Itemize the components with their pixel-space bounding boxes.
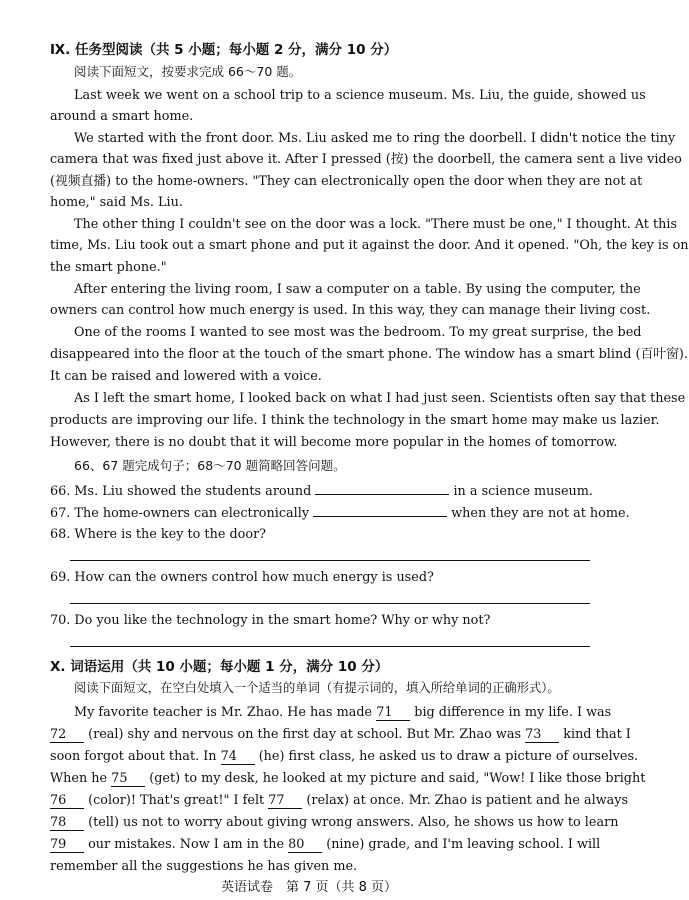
cloze-line — [74, 705, 612, 721]
cloze-text: (he) first class, he asked us to draw a picture of ourselves. — [258, 749, 639, 764]
question-66-tail: in a science museum. — [453, 484, 593, 499]
task-note: 66、67 题完成句子；68～70 题简略回答问题。 — [74, 458, 346, 473]
blank-75[interactable]: 75 — [111, 772, 145, 787]
blank-71[interactable]: 71 — [376, 706, 410, 721]
passage-line: (视频直播) to the home-owners. "They can electronically open the door when they are not at — [50, 174, 643, 189]
answer-line-68[interactable] — [70, 560, 590, 561]
question-69: 69. How can the owners control how much energy is used? — [50, 570, 434, 585]
cloze-text: (relax) at once. Mr. Zhao is patient and he always — [306, 793, 629, 808]
cloze-line — [50, 837, 601, 853]
passage-line: products are improving our life. I think the technology in the smart home may make us lazier. — [50, 413, 660, 428]
cloze-line: remember all the suggestions he has given me. — [50, 859, 358, 874]
cloze-text: (tell) us not to worry about giving wrong answers. Also, he shows us how to learn — [88, 815, 619, 830]
passage-line: Last week we went on a school trip to a science museum. Ms. Liu, the guide, showed us — [74, 88, 646, 103]
passage-line: time, Ms. Liu took out a smart phone and put it against the door. And it opened. "Oh, the key is on — [50, 238, 689, 253]
passage-line: the smart phone." — [50, 260, 167, 275]
passage-line: One of the rooms I wanted to see most was the bedroom. To my great surprise, the bed — [74, 325, 642, 340]
blank-73[interactable]: 73 — [525, 728, 559, 743]
cloze-text: (color)! That's great!" I felt — [88, 793, 265, 808]
passage-line: As I left the smart home, I looked back on what I had just seen. Scientists often say that these — [74, 391, 686, 406]
cloze-text: (real) shy and nervous on the first day at school. But Mr. Zhao was — [88, 727, 522, 742]
answer-blank-66[interactable] — [315, 482, 449, 495]
cloze-line — [50, 793, 629, 809]
section-10-instruction: 阅读下面短文，在空白处填入一个适当的单词（有提示词的，填入所给单词的正确形式）。 — [74, 681, 560, 695]
section-10-title: Ⅹ. 词语运用（共 10 小题；每小题 1 分，满分 10 分） — [50, 659, 389, 675]
cloze-text: My favorite teacher is Mr. Zhao. He has made — [74, 705, 373, 720]
cloze-line — [50, 749, 639, 765]
blank-77[interactable]: 77 — [268, 794, 302, 809]
answer-line-69[interactable] — [70, 603, 590, 604]
page-footer: 英语试卷 第 7 页（共 8 页） — [220, 880, 398, 895]
cloze-line — [50, 727, 631, 743]
cloze-text: (get) to my desk, he looked at my picture and said, "Wow! I like those bright — [149, 771, 646, 786]
blank-72[interactable]: 72 — [50, 728, 84, 743]
question-67-tail: when they are not at home. — [451, 506, 630, 521]
blank-79[interactable]: 79 — [50, 838, 84, 853]
cloze-text: soon forgot about that. In — [50, 749, 217, 764]
cloze-line — [50, 771, 646, 787]
question-68: 68. Where is the key to the door? — [50, 527, 267, 542]
question-67 — [50, 504, 630, 522]
passage-line: However, there is no doubt that it will become more popular in the homes of tomorrow. — [50, 435, 618, 450]
passage-line: disappeared into the floor at the touch of the smart phone. The window has a smart blind (百叶窗). — [50, 347, 688, 362]
passage-line: around a smart home. — [50, 109, 194, 124]
question-70: 70. Do you like the technology in the smart home? Why or why not? — [50, 613, 491, 628]
question-66-text: 66. Ms. Liu showed the students around — [50, 484, 312, 499]
cloze-text: big difference in my life. I was — [414, 705, 612, 720]
answer-line-70[interactable] — [70, 646, 590, 647]
blank-74[interactable]: 74 — [221, 750, 255, 765]
cloze-text: (nine) grade, and I'm leaving school. I will — [326, 837, 601, 852]
passage-line: The other thing I couldn't see on the door was a lock. "There must be one," I thought. At this — [74, 217, 678, 232]
section-9-instruction: 阅读下面短文，按要求完成 66～70 题。 — [74, 64, 302, 79]
passage-line: After entering the living room, I saw a computer on a table. By using the computer, the — [74, 282, 641, 297]
answer-blank-67[interactable] — [313, 504, 447, 517]
passage-line: It can be raised and lowered with a voice. — [50, 369, 322, 384]
cloze-line — [50, 815, 619, 831]
cloze-text: our mistakes. Now I am in the — [88, 837, 285, 852]
passage-line: home," said Ms. Liu. — [50, 195, 183, 210]
blank-80[interactable]: 80 — [288, 838, 322, 853]
cloze-text: kind that I — [563, 727, 631, 742]
passage-line: owners can control how much energy is used. In this way, they can manage their living cost. — [50, 303, 651, 318]
blank-76[interactable]: 76 — [50, 794, 84, 809]
section-9-title: Ⅸ. 任务型阅读（共 5 小题；每小题 2 分，满分 10 分） — [50, 42, 398, 58]
cloze-text: When he — [50, 771, 108, 786]
passage-line: We started with the front door. Ms. Liu asked me to ring the doorbell. I didn't notice the tiny — [74, 131, 676, 146]
question-66 — [50, 482, 593, 500]
question-67-text: 67. The home-owners can electronically — [50, 506, 310, 521]
passage-line: camera that was fixed just above it. After I pressed (按) the doorbell, the camera sent a live video — [50, 152, 682, 167]
blank-78[interactable]: 78 — [50, 816, 84, 831]
